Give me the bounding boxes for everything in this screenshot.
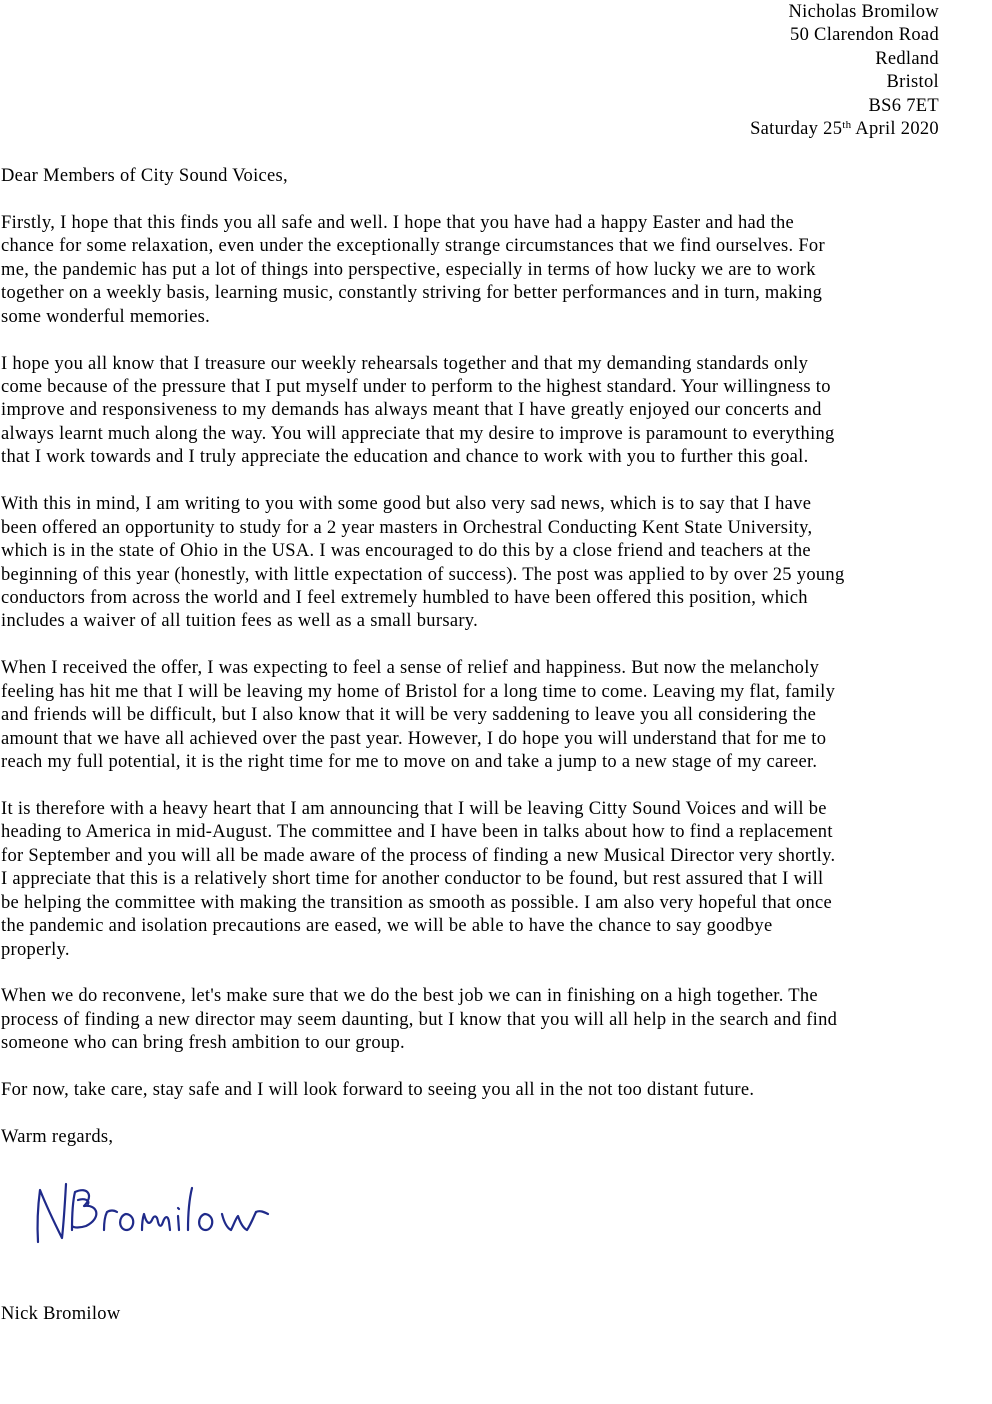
body-paragraph <box>1 657 961 774</box>
sender-name: Nicholas Bromilow <box>788 2 939 22</box>
date-prefix: Saturday 25 <box>750 119 843 140</box>
paragraph-line: someone who can bring fresh ambition to our group. <box>1 1033 405 1054</box>
body-paragraph <box>1 1079 961 1102</box>
paragraph-line: includes a waiver of all tuition fees as well as a small bursary. <box>1 611 479 632</box>
letter-body <box>1 165 961 1150</box>
body-paragraph <box>1 353 961 470</box>
paragraph-line: Firstly, I hope that this finds you all safe and well. I hope that you have had a happy Easter and had the <box>1 212 795 233</box>
sender-street: 50 Clarendon Road <box>790 25 939 46</box>
body-paragraph <box>1 212 961 329</box>
paragraph-line: With this in mind, I am writing to you with some good but also very sad news, which is to say that I have <box>1 494 812 515</box>
paragraph-line: some wonderful memories. <box>1 306 211 327</box>
paragraph-line: chance for some relaxation, even under the exceptionally strange circumstances that we find ourselves. For <box>1 236 825 257</box>
paragraph-line: the pandemic and isolation precautions are eased, we will be able to have the chance to say goodbye <box>1 916 773 937</box>
paragraph-line: which is in the state of Ohio in the USA. I was encouraged to do this by a close friend and teachers at the <box>1 541 811 562</box>
paragraph-line: that I work towards and I truly appreciate the education and chance to work with you to further this goal. <box>1 447 809 468</box>
paragraph-line: been offered an opportunity to study for a 2 year masters in Orchestral Conducting Kent State University, <box>1 517 813 538</box>
paragraph-line: When I received the offer, I was expecting to feel a sense of relief and happiness. But now the melancholy <box>1 658 820 679</box>
sender-area: Redland <box>875 48 939 69</box>
signer-name: Nick Bromilow <box>1 1304 121 1324</box>
paragraph-line: conductors from across the world and I feel extremely humbled to have been offered this position, which <box>1 587 808 608</box>
body-paragraph <box>1 798 961 962</box>
paragraph-line: reach my full potential, it is the right time for me to move on and take a jump to a new stage of my career. <box>1 752 818 773</box>
closing: Warm regards, <box>1 1127 114 1148</box>
letter-date <box>750 118 939 141</box>
sender-city: Bristol <box>886 72 939 93</box>
handwritten-signature <box>28 1170 288 1260</box>
paragraph-line: properly. <box>1 939 70 960</box>
paragraph-line: for September and you will all be made aware of the process of finding a new Musical Director very shortly. <box>1 845 836 866</box>
paragraph-line: together on a weekly basis, learning music, constantly striving for better performances and in turn, making <box>1 283 823 304</box>
paragraph-line: beginning of this year (honestly, with little expectation of success). The post was applied to by over 25 young <box>1 564 845 585</box>
paragraph-line: process of finding a new director may seem daunting, but I know that you will all help in the search and find <box>1 1009 838 1030</box>
paragraph-line: I appreciate that this is a relatively short time for another conductor to be found, but rest assured that I will <box>1 869 824 890</box>
paragraph-line: be helping the committee with making the transition as smooth as possible. I am also very hopeful that once <box>1 892 833 913</box>
paragraph-line: When we do reconvene, let's make sure that we do the best job we can in finishing on a high together. The <box>1 986 818 1007</box>
paragraph-line: heading to America in mid-August. The committee and I have been in talks about how to find a replacement <box>1 822 833 843</box>
sender-address <box>750 1 939 141</box>
paragraph-line: come because of the pressure that I put myself under to perform to the highest standard. Your willingness to <box>1 376 831 397</box>
paragraph-line: me, the pandemic has put a lot of things into perspective, especially in terms of how lucky we are to work <box>1 259 816 280</box>
paragraph-line: and friends will be difficult, but I also know that it will be very saddening to leave you all considering the <box>1 705 817 726</box>
paragraph-line: feeling has hit me that I will be leaving my home of Bristol for a long time to come. Leaving my flat, family <box>1 681 836 702</box>
sender-postcode: BS6 7ET <box>868 95 939 116</box>
body-paragraph <box>1 493 961 634</box>
paragraph-line: amount that we have all achieved over the past year. However, I do hope you will understand that for me to <box>1 728 827 749</box>
paragraph-line: I hope you all know that I treasure our weekly rehearsals together and that my demanding standards only <box>1 353 809 374</box>
salutation: Dear Members of City Sound Voices, <box>1 166 288 186</box>
paragraph-line: improve and responsiveness to my demands has always meant that I have greatly enjoyed our concerts and <box>1 400 822 421</box>
date-rest: April 2020 <box>851 119 939 140</box>
paragraph-line: For now, take care, stay safe and I will look forward to seeing you all in the not too distant future. <box>1 1080 755 1101</box>
paragraph-line: always learnt much along the way. You will appreciate that my desire to improve is paramount to everything <box>1 423 835 444</box>
letter-paragraphs <box>1 212 961 1103</box>
body-paragraph <box>1 985 961 1055</box>
paragraph-line: It is therefore with a heavy heart that I am announcing that I will be leaving Citty Sound Voices and will be <box>1 798 827 819</box>
date-ordinal-suffix: th <box>842 119 852 132</box>
